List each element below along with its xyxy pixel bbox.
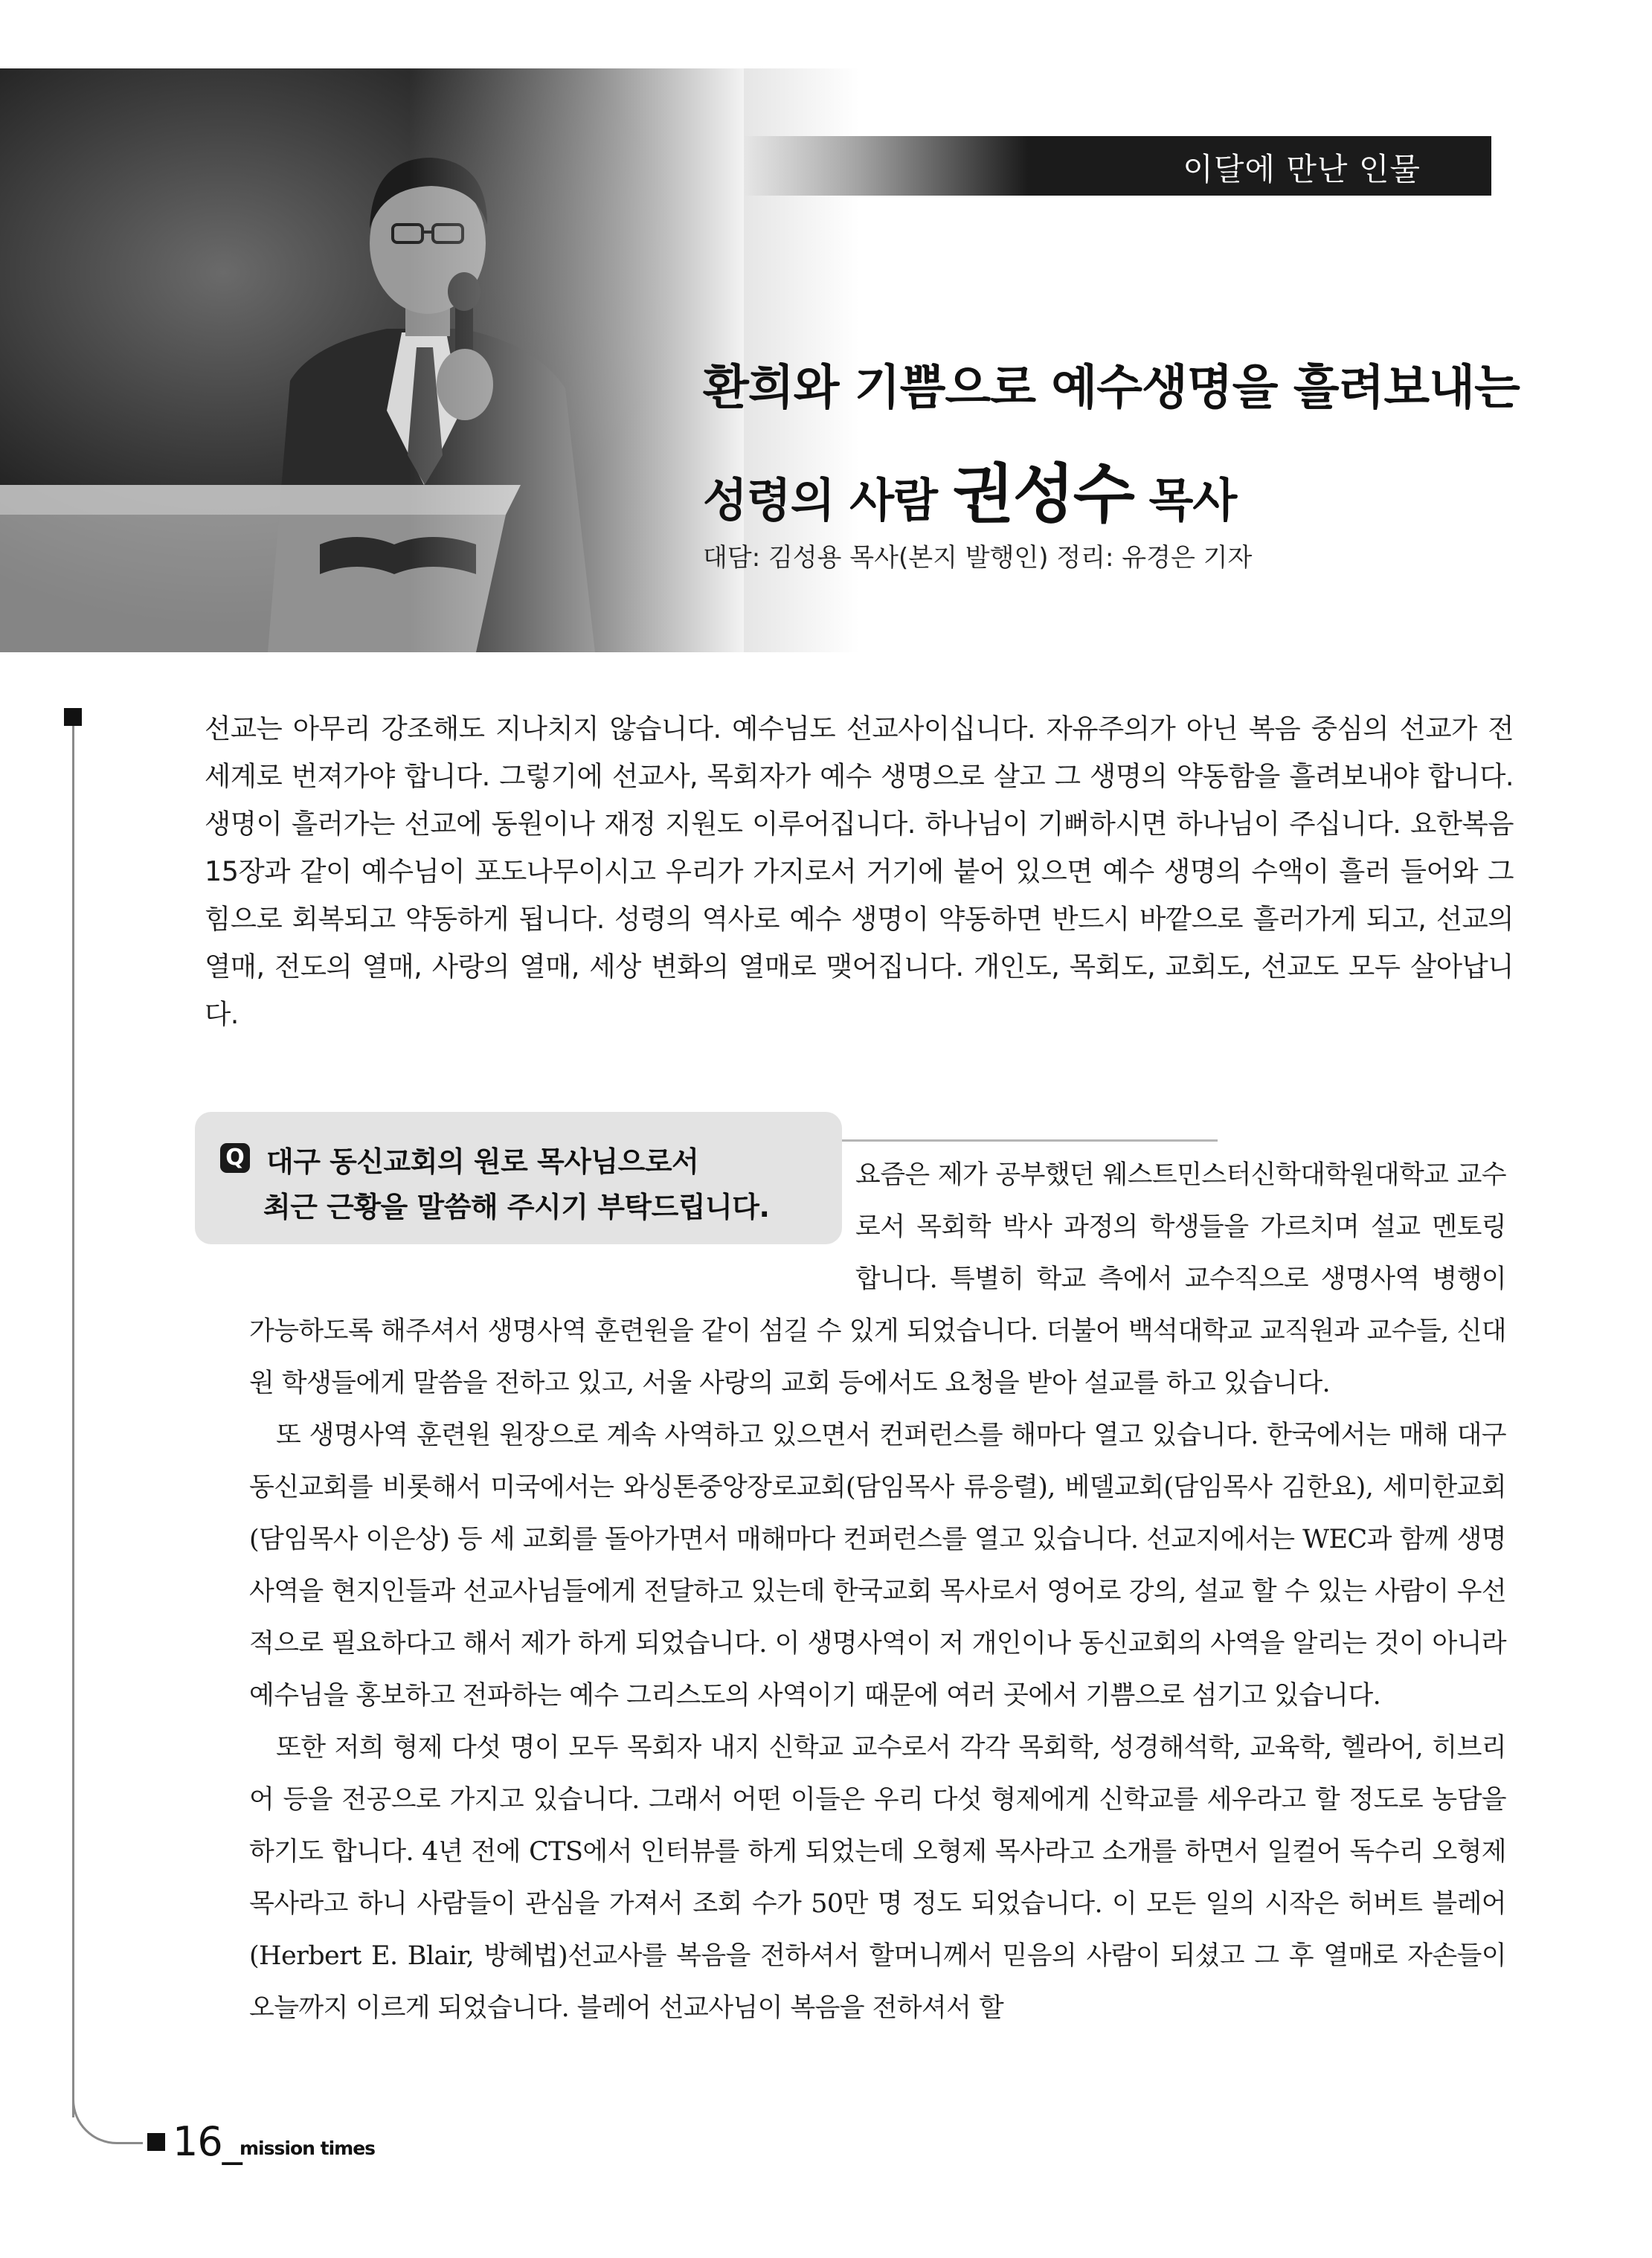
article-title-line2 — [703, 443, 1236, 535]
page-number-value: 16 — [173, 2118, 222, 2165]
title-name: 권성수 — [952, 457, 1134, 532]
margin-rule-curve — [72, 2090, 143, 2144]
square-bullet-icon — [64, 708, 82, 726]
intro-paragraph: 선교는 아무리 강조해도 지나치지 않습니다. 예수님도 선교사이십니다. 자유주의가 아닌 복음 중심의 선교가 전 세계로 번져가야 합니다. 그렇기에 선교사, 목회자가 예수 생명으로 살고 그 생명의 약동함을 흘려보내야 합니다. 생명이 흘러가는 선교에 동원이나 재정 지원도 이루어집니다. 하나님이 기뻐하시면 하나님이 주십니다. 요한복음 15장과 같이 예수님이 포도나무이시고 우리가 가지로서 거기에 붙어 있으면 예수 생명의 수액이 흘러 들어와 그 힘으로 회복되고 약동하게 됩니다. 성령의 역사로 예수 생명이 약동하면 반드시 바깥으로 흘러가게 되고, 선교의 열매, 전도의 열매, 사랑의 열매, 세상 변화의 열매로 맺어집니다. 개인도, 목회도, 교회도, 선교도 모두 살아납니다. — [205, 713, 1514, 1030]
title-suffix: 목사 — [1133, 473, 1237, 527]
section-label: 이달에 만난 인물 — [1183, 151, 1421, 187]
answer-paragraph-3: 또한 저희 형제 다섯 명이 모두 목회자 내지 신학교 교수로서 각각 목회학, 성경해석학, 교육학, 헬라어, 히브리어 등을 전공으로 가지고 있습니다. 그래서 어떤 이들은 우리 다섯 형제에게 신학교를 세우라고 할 정도로 농담을 하기도 합니다. 4년 전에 CTS에서 인터뷰를 하게 되었는데 오형제 목사라고 소개를 하면서 일컬어 독수리 오형제 목사라고 하니 사람들이 관심을 가져서 조회 수가 50만 명 정도 되었습니다. 이 모든 일의 시작은 허버트 블레어(Herbert E. Blair, 방혜법)선교사를 복음을 전하셔서 할머니께서 믿음의 사람이 되셨고 그 후 열매로 자손들이 오늘까지 이르게 되었습니다. 블레어 선교사님이 복음을 전하셔서 할 — [249, 1733, 1506, 2023]
answer-body — [249, 1149, 1506, 2034]
publication-name: mission times — [240, 2138, 376, 2159]
question-line2: 최근 근황을 말씀해 주시기 부탁드립니다. — [263, 1191, 770, 1223]
question-rule — [842, 1139, 1218, 1142]
answer-paragraph-2: 또 생명사역 훈련원 원장으로 계속 사역하고 있으면서 컨퍼런스를 해마다 열고 있습니다. 한국에서는 매해 대구동신교회를 비롯해서 미국에서는 와싱톤중앙장로교회(담임목사 류응렬), 베델교회(담임목사 김한요), 세미한교회(담임목사 이은상) 등 세 교회를 돌아가면서 매해마다 컨퍼런스를 열고 있습니다. 선교지에서는 WEC과 함께 생명사역을 현지인들과 선교사님들에게 전달하고 있는데 한국교회 목사로서 영어로 강의, 설교 할 수 있는 사람이 우선적으로 필요하다고 해서 제가 하게 되었습니다. 이 생명사역이 저 개인이나 동신교회의 사역을 알리는 것이 아니라 예수님을 홍보하고 전파하는 예수 그리스도의 사역이기 때문에 여러 곳에서 기쁨으로 섬기고 있습니다. — [249, 1421, 1506, 1711]
section-banner — [744, 136, 1491, 196]
title-prefix: 성령의 사람 — [703, 473, 953, 527]
byline: 대담: 김성용 목사(본지 발행인) 정리: 유경은 기자 — [703, 543, 1253, 573]
page-number — [173, 2118, 242, 2165]
page-separator: _ — [222, 2118, 242, 2165]
article-title-line1: 환희와 기쁨으로 예수생명을 흘려보내는 — [703, 361, 1520, 416]
question-icon: Q — [220, 1143, 250, 1173]
margin-rule — [72, 715, 74, 2117]
answer-paragraph-1: 요즘은 제가 공부했던 웨스트민스터신학대학원대학교 교수로서 목회학 박사 과정의 학생들을 가르치며 설교 멘토링 합니다. 특별히 학교 측에서 교수직으로 생명사역 병행이 가능하도록 해주셔서 생명사역 훈련원을 같이 섬길 수 있게 되었습니다. 더불어 백석대학교 교직원과 교수들, 신대원 학생들에게 말씀을 전하고 있고, 서울 사랑의 교회 등에서도 요청을 받아 설교를 하고 있습니다. — [249, 1160, 1506, 1398]
footer-square-icon — [147, 2133, 165, 2151]
question-spacer — [249, 1149, 855, 1261]
portrait-photo — [0, 68, 744, 652]
question-line1: 대구 동신교회의 원로 목사님으로서 — [266, 1145, 699, 1178]
